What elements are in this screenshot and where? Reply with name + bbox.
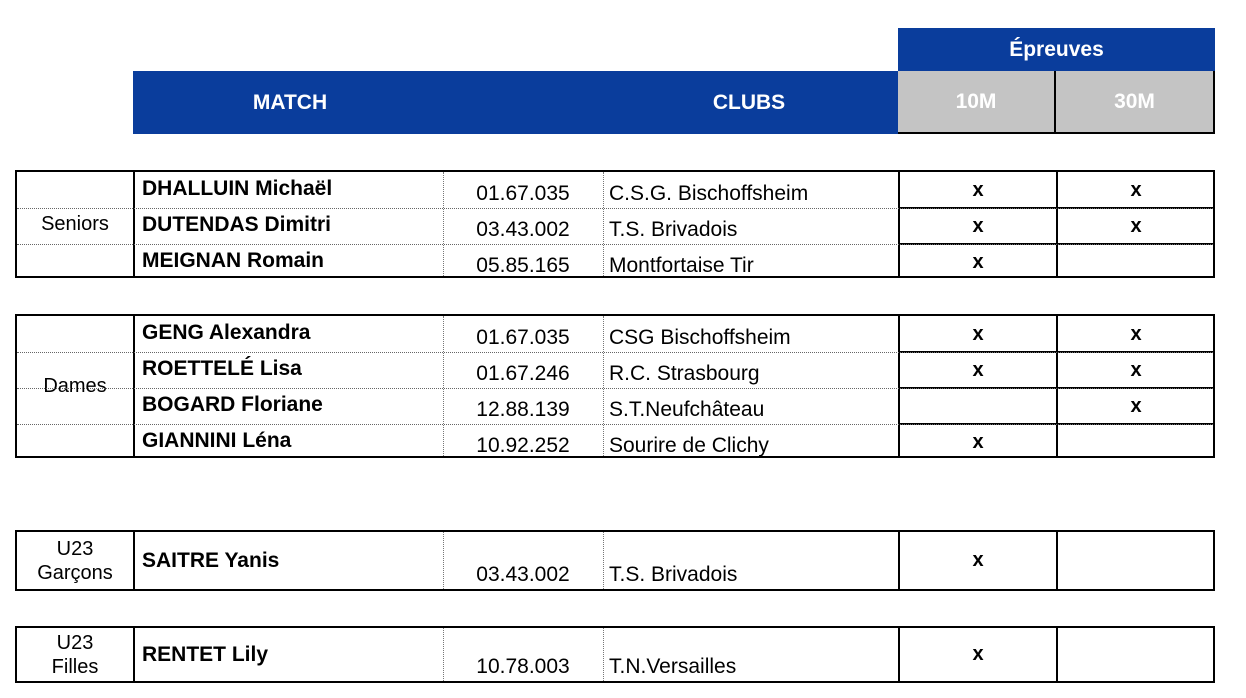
club-name: S.T.Neufchâteau <box>609 398 765 421</box>
category-label: Dames <box>43 374 107 397</box>
club-name: Montfortaise Tir <box>609 254 754 277</box>
licence-number: 05.85.165 <box>476 254 570 277</box>
table-row <box>17 628 1213 681</box>
club-name: C.S.G. Bischoffsheim <box>609 182 809 205</box>
club-name: Sourire de Clichy <box>609 434 769 457</box>
club-name: T.S. Brivadois <box>609 218 738 241</box>
clubs-column-header <box>600 71 898 134</box>
category-line: U23 <box>56 631 94 654</box>
licence-number: 01.67.035 <box>476 182 570 205</box>
table-row <box>17 316 1213 353</box>
shooter-name: SAITRE Yanis <box>142 548 280 572</box>
event-10m-mark: x <box>972 358 984 381</box>
licence-number: 10.92.252 <box>476 434 570 457</box>
club-name: T.N.Versailles <box>609 655 737 678</box>
licence-number: 03.43.002 <box>476 218 570 241</box>
match-label: MATCH <box>252 90 328 114</box>
category-label: Seniors <box>41 212 109 235</box>
licence-number: 01.67.035 <box>476 326 570 349</box>
licence-number: 12.88.139 <box>476 398 570 421</box>
event-10m-mark: x <box>972 430 984 453</box>
event-10m-label: 10M <box>955 89 997 113</box>
event-30m-mark <box>1057 628 1215 681</box>
epreuves-label: Épreuves <box>1009 37 1104 61</box>
match-column-header <box>133 71 447 134</box>
event-30m-mark: x <box>1130 214 1142 237</box>
event-10m-header <box>898 71 1056 134</box>
event-30m-label: 30M <box>1114 89 1155 113</box>
event-10m-mark <box>899 388 1057 424</box>
group-u23-filles <box>15 626 1215 683</box>
table-row <box>17 388 1213 425</box>
category-line: Filles <box>51 655 99 678</box>
event-30m-header <box>1056 71 1215 134</box>
group-seniors <box>15 170 1215 278</box>
shooter-name: RENTET Lily <box>142 642 269 666</box>
shooter-name: DHALLUIN Michaël <box>142 177 333 200</box>
event-30m-mark <box>1057 532 1215 589</box>
event-30m-mark <box>1057 244 1215 280</box>
event-30m-mark: x <box>1130 322 1142 345</box>
table-row <box>17 244 1213 280</box>
event-30m-mark <box>1057 424 1215 460</box>
category-line: Garçons <box>37 561 113 584</box>
club-name: R.C. Strasbourg <box>609 362 760 385</box>
table-row <box>17 532 1213 589</box>
licence-number: 03.43.002 <box>476 563 570 586</box>
event-10m-mark: x <box>972 214 984 237</box>
event-10m-mark: x <box>972 643 984 665</box>
event-30m-mark: x <box>1130 178 1142 201</box>
club-name: T.S. Brivadois <box>609 563 738 586</box>
table-row <box>17 172 1213 209</box>
shooter-name: MEIGNAN Romain <box>142 249 325 272</box>
event-30m-mark: x <box>1130 394 1142 417</box>
group-u23-garcons <box>15 530 1215 591</box>
epreuves-header <box>898 28 1215 71</box>
group-dames <box>15 314 1215 458</box>
shooter-name: ROETTELÉ Lisa <box>142 357 302 380</box>
category-line: U23 <box>56 537 94 560</box>
event-10m-mark: x <box>972 250 984 273</box>
shooter-name: GENG Alexandra <box>142 321 311 344</box>
shooter-name: GIANNINI Léna <box>142 429 292 452</box>
licence-number: 10.78.003 <box>476 655 570 678</box>
table-row <box>17 352 1213 389</box>
table-row <box>17 208 1213 245</box>
licence-number: 01.67.246 <box>476 362 570 385</box>
clubs-label: CLUBS <box>712 90 786 114</box>
event-10m-mark: x <box>972 178 984 201</box>
event-30m-mark: x <box>1130 358 1142 381</box>
shooter-name: DUTENDAS Dimitri <box>142 213 332 236</box>
event-10m-mark: x <box>972 549 984 571</box>
club-name: CSG Bischoffsheim <box>609 326 791 349</box>
shooter-name: BOGARD Floriane <box>142 393 323 416</box>
table-row <box>17 424 1213 460</box>
event-10m-mark: x <box>972 322 984 345</box>
